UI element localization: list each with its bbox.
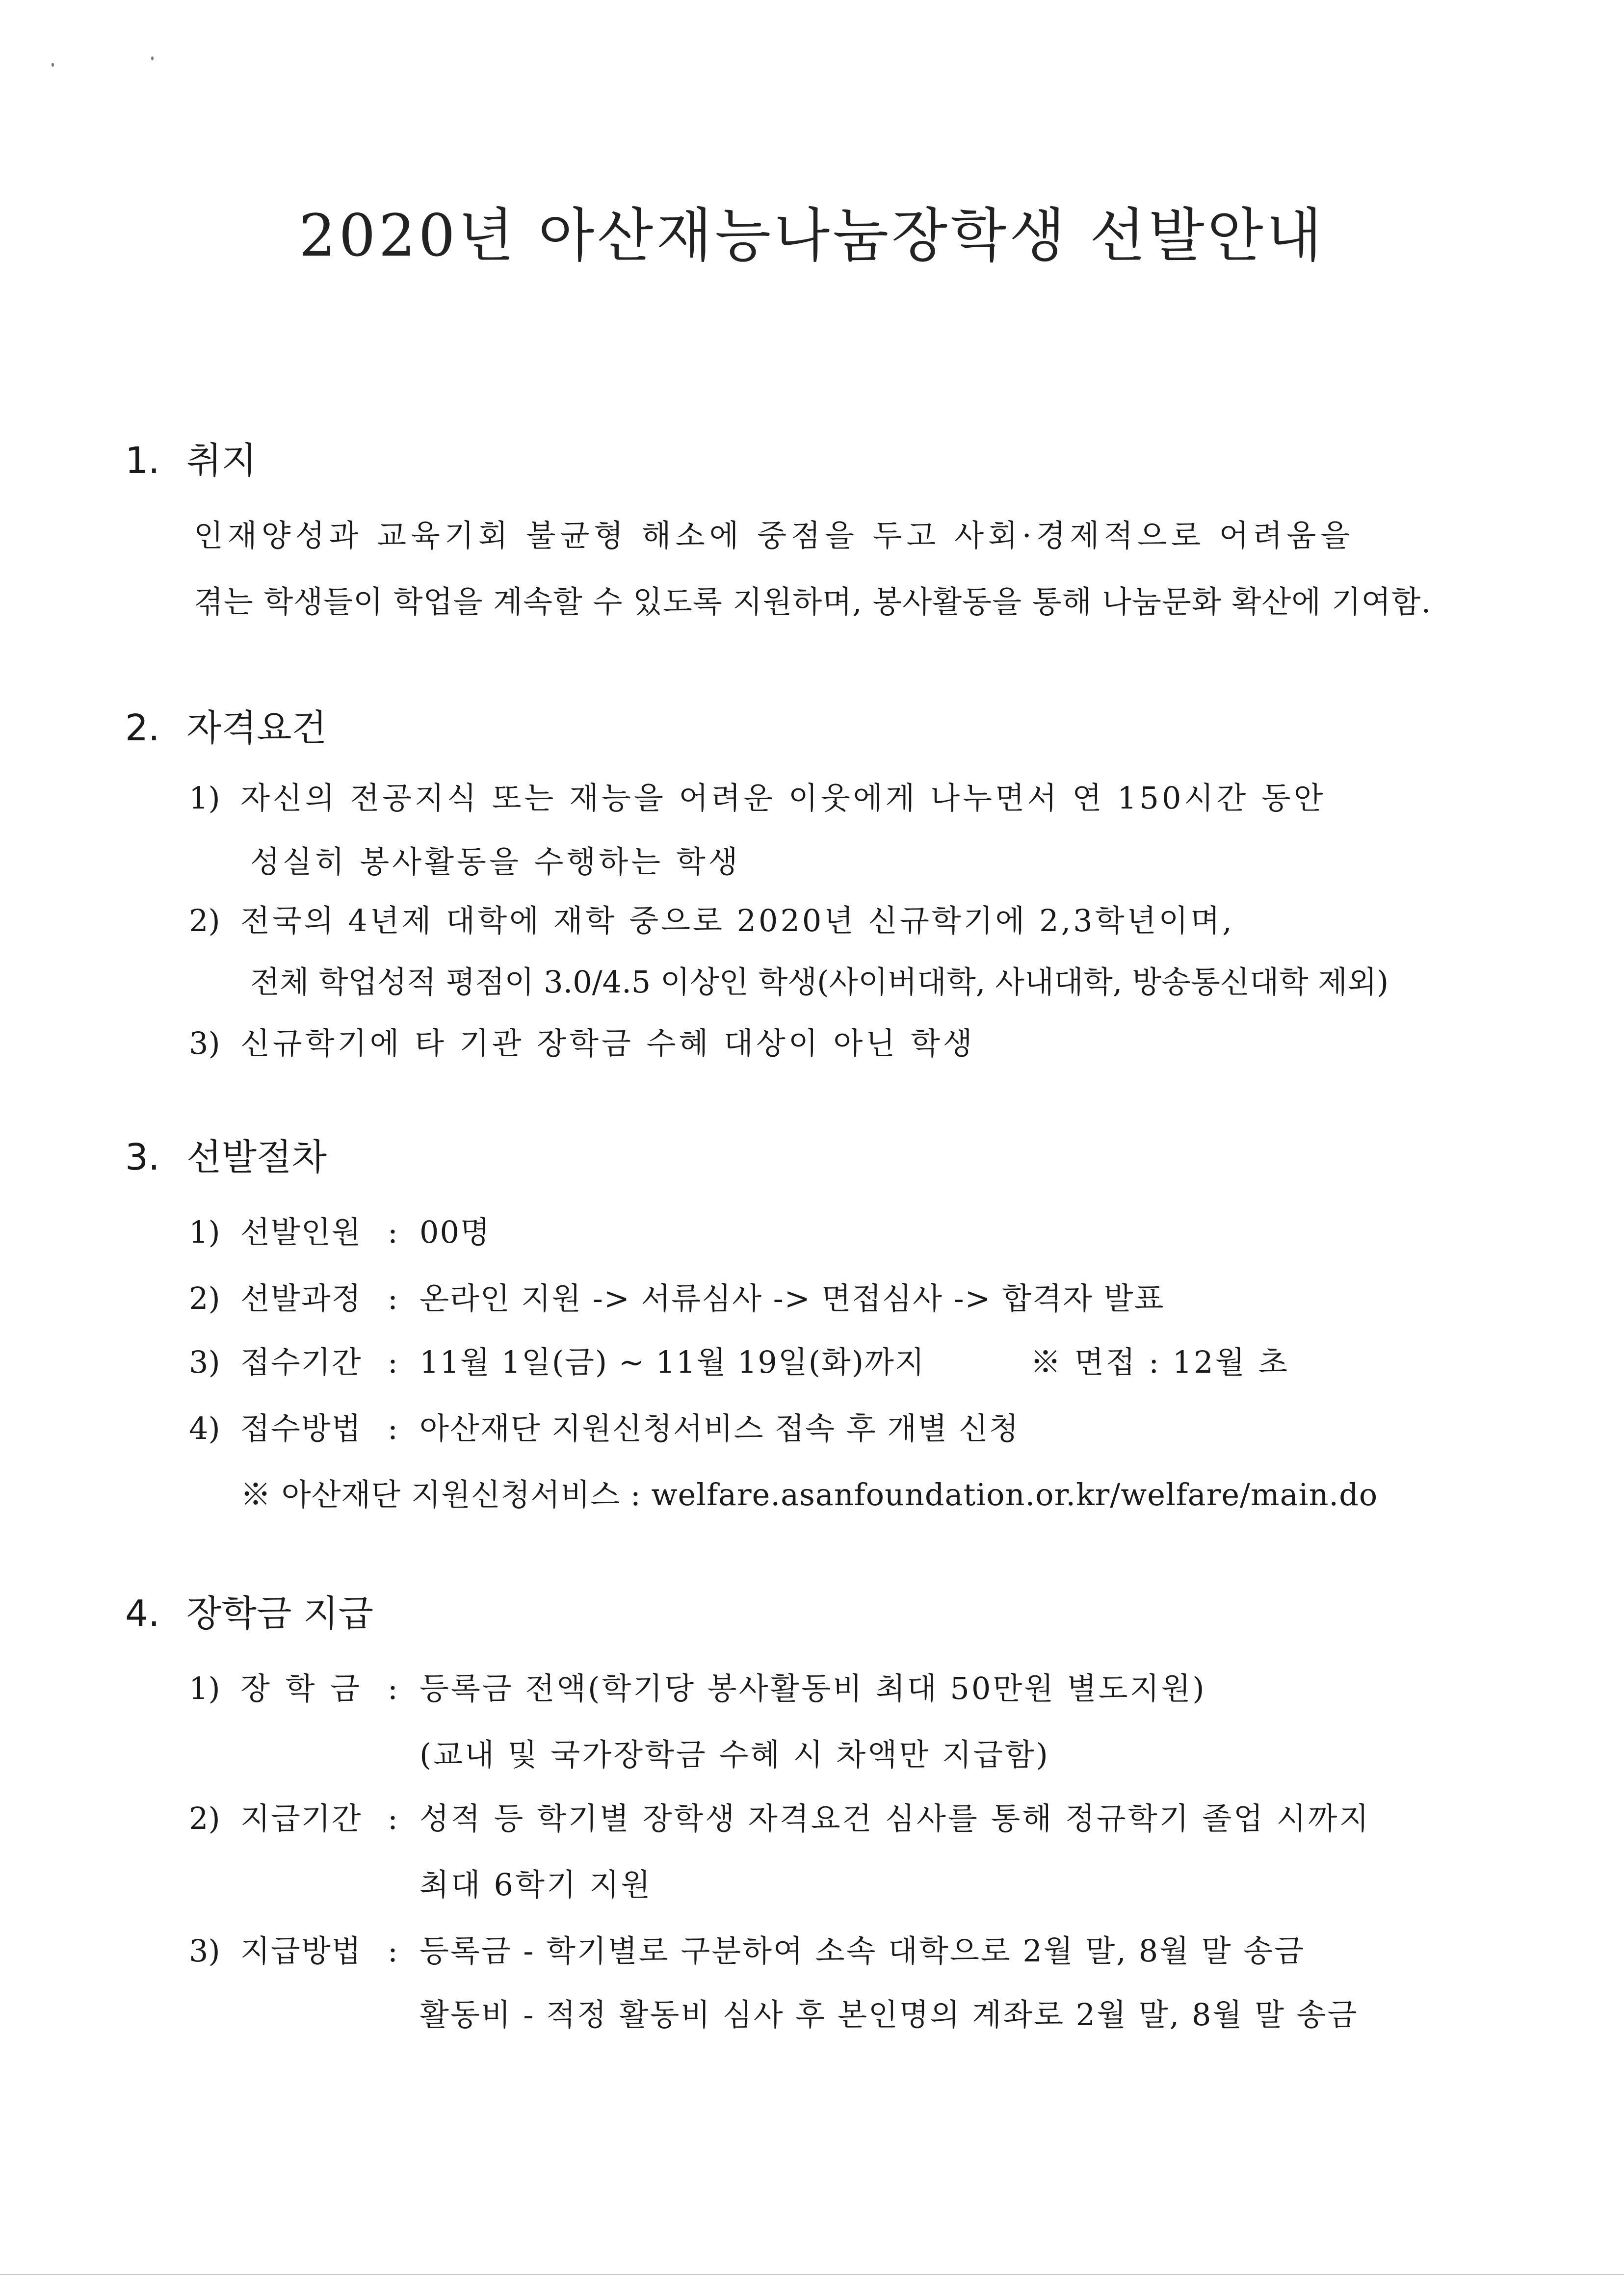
section-title: 자격요건 (186, 707, 327, 749)
item-value: 온라인 지원 -> 서류심사 -> 면접심사 -> 합격자 발표 (419, 1280, 1165, 1316)
item-number: 3) (189, 1344, 220, 1380)
interview-note: ※ 면접 : 12월 초 (1030, 1344, 1290, 1380)
item-label: 접수기간 (240, 1344, 362, 1380)
item-label: 지급기간 (240, 1800, 362, 1836)
section-number: 2. (125, 707, 160, 749)
item-label: 접수방법 (240, 1410, 362, 1446)
section-title: 취지 (186, 440, 257, 482)
item-value: 00명 (419, 1214, 491, 1250)
scan-speck (52, 63, 54, 67)
item-colon: : (388, 1344, 398, 1380)
section-number: 1. (125, 440, 160, 482)
item-colon: : (388, 1933, 398, 1969)
item-colon: : (388, 1214, 398, 1250)
list-item: 신규학기에 타 기관 장학금 수혜 대상이 아닌 학생 (240, 1025, 975, 1061)
paragraph-line: 인재양성과 교육기회 불균형 해소에 중점을 두고 사회·경제적으로 어려움을 (194, 518, 1355, 553)
item-value: 등록금 전액(학기당 봉사활동비 최대 50만원 별도지원) (419, 1670, 1206, 1706)
item-number: 3) (189, 1933, 220, 1969)
item-value: 등록금 - 학기별로 구분하여 소속 대학으로 2월 말, 8월 말 송금 (419, 1933, 1306, 1969)
section-number: 3. (125, 1136, 160, 1178)
application-url-note: ※ 아산재단 지원신청서비스 : welfare.asanfoundation.or.kr/welfare/main.do (240, 1477, 1378, 1513)
list-item: 성실히 봉사활동을 수행하는 학생 (250, 844, 741, 880)
item-value: 성적 등 학기별 장학생 자격요건 심사를 통해 정규학기 졸업 시까지 (419, 1800, 1371, 1836)
section-heading-purpose (125, 439, 257, 483)
section-title: 장학금 지급 (186, 1592, 373, 1635)
item-label: 지급방법 (240, 1933, 362, 1969)
item-value: (교내 및 국가장학금 수혜 시 차액만 지급함) (419, 1737, 1050, 1773)
item-label: 선발인원 (240, 1214, 362, 1250)
list-item: 자신의 전공지식 또는 재능을 어려운 이웃에게 나누면서 연 150시간 동안 (240, 780, 1326, 816)
item-number: 2) (189, 1800, 220, 1836)
item-value: 아산재단 지원신청서비스 접속 후 개별 신청 (419, 1410, 1020, 1446)
item-label: 장 학 금 (240, 1670, 363, 1706)
section-number: 4. (125, 1592, 160, 1635)
item-number: 1) (189, 780, 220, 816)
item-value: 최대 6학기 지원 (419, 1867, 653, 1903)
section-title: 선발절차 (186, 1136, 327, 1178)
item-number: 2) (189, 903, 220, 939)
item-value: 활동비 - 적정 활동비 심사 후 본인명의 계좌로 2월 말, 8월 말 송금 (419, 1997, 1359, 2033)
item-number: 1) (189, 1670, 220, 1706)
section-heading-scholarship (125, 1592, 373, 1636)
page-title: 2020년 아산재능나눔장학생 선발안내 (299, 202, 1325, 269)
section-heading-eligibility (125, 706, 327, 750)
list-item: 전국의 4년제 대학에 재학 중으로 2020년 신규학기에 2,3학년이며, (240, 903, 1235, 939)
item-number: 2) (189, 1280, 220, 1316)
page-bottom-edge (0, 2274, 1624, 2275)
item-label: 선발과정 (240, 1280, 362, 1316)
item-colon: : (388, 1410, 398, 1446)
section-heading-selection (125, 1136, 327, 1179)
item-number: 4) (189, 1410, 220, 1446)
item-colon: : (388, 1800, 398, 1836)
paragraph-line: 겪는 학생들이 학업을 계속할 수 있도록 지원하며, 봉사활동을 통해 나눔문화 확산에 기여함. (194, 584, 1432, 620)
item-value: 11월 1일(금) ∼ 11월 19일(화)까지 (419, 1344, 925, 1380)
list-item: 전체 학업성적 평점이 3.0/4.5 이상인 학생(사이버대학, 사내대학, 방송통신대학 제외) (250, 964, 1389, 1000)
scan-speck (151, 56, 154, 60)
item-number: 1) (189, 1214, 220, 1250)
item-colon: : (388, 1670, 398, 1706)
item-colon: : (388, 1280, 398, 1316)
item-number: 3) (189, 1025, 220, 1061)
